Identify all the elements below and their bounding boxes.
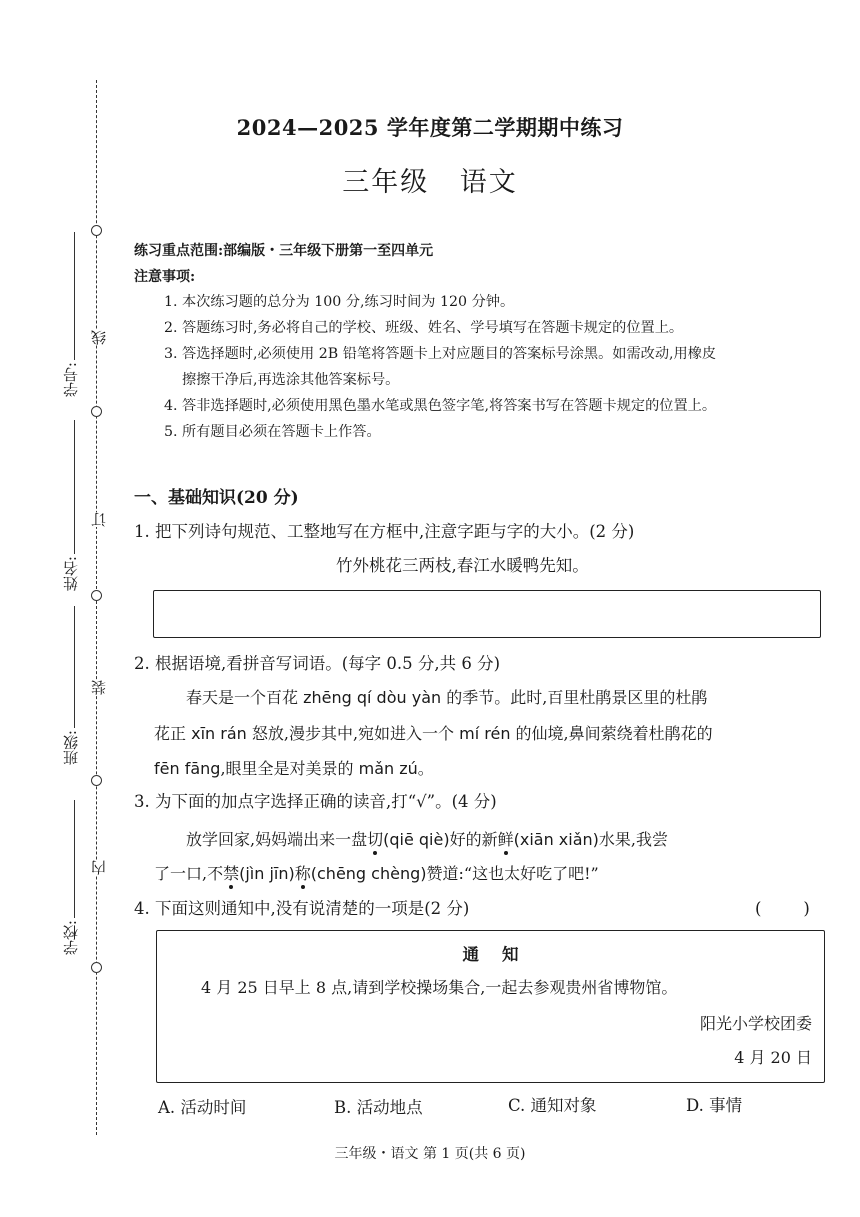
dotted-char: 切	[367, 830, 384, 849]
binding-mark-bind: 装	[90, 680, 108, 695]
binding-hole-icon	[91, 406, 102, 417]
notice-title: 通 知	[462, 945, 519, 964]
page-footer: 三年级・语文 第 1 页(共 6 页)	[334, 1146, 526, 1162]
reading-options[interactable]: (qiē qiè)	[383, 830, 450, 849]
question-3-line: 了一口,不禁(jìn jīn)称(chēng chèng)赞道:“这也太好吃了吧!”	[154, 864, 599, 883]
exam-subtitle	[0, 160, 860, 199]
school-label: 学校:	[62, 920, 80, 956]
school-field[interactable]	[74, 800, 75, 918]
poem-writing-box[interactable]	[153, 590, 821, 638]
question-1-poem: 竹外桃花三两枝,春江水暖鸭先知。	[336, 556, 589, 575]
question-2-line: fēn fāng,眼里全是对美景的 mǎn zú。	[154, 759, 434, 778]
option-d[interactable]: D. 事情	[686, 1096, 743, 1115]
question-1-stem: 1. 把下列诗句规范、工整地写在方框中,注意字距与字的大小。(2 分)	[134, 522, 635, 541]
student-id-field[interactable]	[74, 232, 75, 360]
question-2-line: 花正 xīn rán 怒放,漫步其中,宛如进入一个 mí rén 的仙境,鼻间萦绕着杜鹃花的	[154, 724, 713, 743]
binding-hole-icon	[91, 962, 102, 973]
dotted-char: 禁	[223, 864, 240, 883]
question-2-line: 春天是一个百花 zhēng qí dòu yàn 的季节。此时,百里杜鹃景区里的杜鹃	[186, 688, 708, 707]
binding-hole-icon	[91, 775, 102, 786]
exam-title: 2024—2025 学年度第二学期期中练习	[236, 115, 624, 140]
note-item: 3. 答选择题时,必须使用 2B 铅笔将答题卡上对应题目的答案标号涂黑。如需改动,用橡皮	[164, 346, 717, 362]
note-item-continued: 擦擦干净后,再选涂其他答案标号。	[182, 372, 400, 388]
question-3-line: 放学回家,妈妈端出来一盘切(qiē qiè)好的新鲜(xiān xiǎn)水果,我尝	[186, 830, 668, 849]
class-field[interactable]	[74, 606, 75, 728]
dotted-char: 鲜	[497, 830, 514, 849]
answer-parentheses[interactable]: ( )	[755, 899, 810, 918]
pinyin-xin-ran: xīn rán	[191, 724, 247, 743]
option-b[interactable]: B. 活动地点	[334, 1098, 423, 1117]
name-label: 姓名:	[62, 556, 80, 592]
pinyin-zheng-qi-dou-yan: zhēng qí dòu yàn	[303, 688, 442, 707]
pinyin-fen-fang: fēn fāng	[154, 759, 221, 778]
question-2-stem: 2. 根据语境,看拼音写词语。(每字 0.5 分,共 6 分)	[134, 654, 501, 673]
binding-line	[96, 80, 97, 1135]
option-a[interactable]: A. 活动时间	[158, 1098, 247, 1117]
dotted-char: 称	[294, 864, 311, 883]
section-heading: 一、基础知识(20 分)	[134, 488, 299, 508]
grade-label: 三年级	[342, 167, 430, 198]
notice-body: 4 月 25 日早上 8 点,请到学校操场集合,一起去参观贵州省博物馆。	[201, 978, 678, 997]
pinyin-man-zu: mǎn zú	[358, 759, 418, 778]
notice-date: 4 月 20 日	[734, 1048, 812, 1067]
reading-options[interactable]: (jìn jīn)	[239, 864, 295, 883]
binding-hole-icon	[91, 590, 102, 601]
binding-mark-line: 线	[90, 330, 108, 345]
option-c[interactable]: C. 通知对象	[508, 1096, 597, 1115]
note-item: 1. 本次练习题的总分为 100 分,练习时间为 120 分钟。	[164, 294, 515, 310]
reading-options[interactable]: (xiān xiǎn)	[513, 830, 599, 849]
note-item: 4. 答非选择题时,必须使用黑色墨水笔或黑色签字笔,将答案书写在答题卡规定的位置上。	[164, 398, 717, 414]
practice-scope: 练习重点范围:部编版・三年级下册第一至四单元	[134, 243, 434, 259]
question-3-stem: 3. 为下面的加点字选择正确的读音,打“√”。(4 分)	[134, 792, 497, 811]
reading-options[interactable]: (chēng chèng)	[310, 864, 427, 883]
pinyin-mi-ren: mí rén	[459, 724, 511, 743]
subject-label: 语文	[459, 167, 518, 198]
binding-hole-icon	[91, 225, 102, 236]
binding-mark-staple: 订	[90, 512, 108, 527]
notice-box	[156, 930, 825, 1083]
binding-mark-inside: 内	[90, 860, 108, 875]
notice-organization: 阳光小学校团委	[699, 1014, 812, 1033]
notes-heading: 注意事项:	[134, 269, 196, 285]
note-item: 5. 所有题目必须在答题卡上作答。	[164, 424, 381, 440]
class-label: 班级:	[62, 730, 80, 766]
question-4-stem: 4. 下面这则通知中,没有说清楚的一项是(2 分)	[134, 899, 470, 918]
student-id-label: 学号:	[62, 362, 80, 398]
note-item: 2. 答题练习时,务必将自己的学校、班级、姓名、学号填写在答题卡规定的位置上。	[164, 320, 684, 336]
name-field[interactable]	[74, 420, 75, 554]
